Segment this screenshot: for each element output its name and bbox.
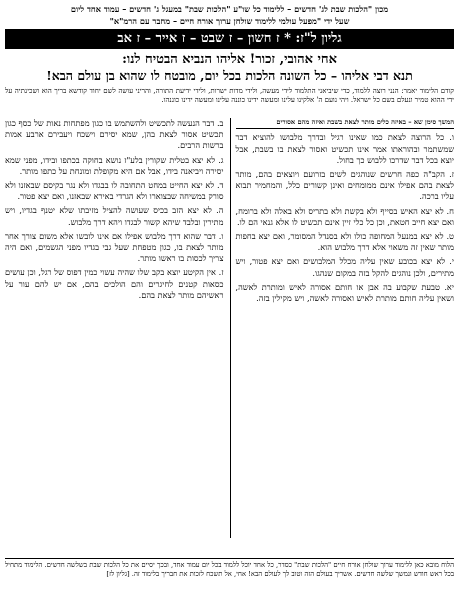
content-columns — [5, 118, 454, 538]
paragraph: ב. דבר הנעשה לתכשיט ולהשתמש בו כגון מפתחות נאות של כסף כגון תכשיט אסור לצאת בהן, שמא יסירם וישכח ויעבירם ארבע אמות ברשות הרבים. — [5, 118, 224, 151]
header-line-1: מכון "הלכות שבת לג' חדשים – ללימוד כל שו"ע "הלכות שבת" במעגל ג' חדשים – עמוד אחד ליום — [70, 4, 389, 14]
tagline: תנא דבי אליהו – כל השונה הלכות בכל יום, מובטח לו שהוא בן עולם הבא! — [46, 68, 413, 83]
paragraph: ז. הקב"ה כפה חרשים שנוהגים לשים בזרועם ויוצאים בהם, מותר לצאת בהם אפילו אינם ממומחים ואינן קשורים כלל, והמחמיר תבוא עליו ברכה. — [235, 169, 454, 202]
slogan: אחי אהובי, זכור! אליהו הנביא הבטיח לנו: — [122, 52, 337, 67]
paragraph: ט. לא יצא במנעל המחופה כולו ולא בסנדל המסומר, ואם יצא בחפות מותר שאין זה משאוי אלא דרך מלבוש הוא. — [235, 231, 454, 253]
paragraph: ז. אין הקיטע יוצא בקב שלו שהיה עשוי כמין דפוס של רגל, וכן עושים כסאות קטנים לחיגרים והם הולכים בהם, אם יש להם עור על ראשיהם מותר לצאת בהם. — [5, 267, 224, 300]
paragraph: ה. לא יצא הזב בכיס שעושה להציל מזיבתו שלא יטנף בגדיו, ויש מתירין ובלבד שיהא קשור לבגדו ויהא דרך מלבוש. — [5, 205, 224, 227]
header-line-2: שעל ידי "מפעל עולמי ללימוד שולחן ערוך אורח חיים – מחבר עם הרמ"א" — [109, 16, 350, 26]
paragraph: ו. דבר שהוא דרך מלבוש אפילו אם אינו לובשו אלא משום צורך אחר מותר לצאת בו, כגון מטפחת שעל גבי בגדיו מפני הגשמים, ואם היה צריך לכסות בו ראשו מותר. — [5, 230, 224, 264]
paragraph: ד. לא יצא החייט במחט התחובה לו בבגדו ולא נגר בקיסם שבאזנו ולא סורק במשיחה שבצוארו ולא הגרדי באירא שבאזנו, ואם יצא פטור. — [5, 180, 224, 202]
footer-note: הלוח מובא כאן ללימוד ערוך שולחן אורח חיים "הלכות שבת" כסדר, כל אחד יוכל ללמוד בכל יום עמוד אחד, ובכך יסיים את כל הלכות שבת בשלשה חדשים. הלימוד מתחיל בכל ראש חודש ונמשך שלשה חדשים. אשריך בעולם הזה וטוב לך לעולם הבא! אחי, אל תשכח לזכות את חבריך בלימוד זה. [גליון לז] — [5, 558, 454, 597]
paragraph: ג. לא יצא בטלית שקורין בלע"ז נושא בחוקה בכתפו ובידו, מפני שמא יסירה ויביאנה בידו, אבל אם היא מקופלת ומונחת על כתפו מותר. — [5, 154, 224, 176]
paragraph: ח. לא יצא האיש בסייף ולא בקשת ולא בתריס ולא באלה ולא ברומח, ואם יצא חייב חטאת, וכן כל כלי זיין אינם תכשיט לו אלא גנאי הם לו. — [235, 205, 454, 227]
paragraph: י. לא יצא בכובע שאין עליה מכלל המלבושים ואם יצא פטור, ויש מתירים, ולכן נוהגים להקל בזה במקום שנהגו. — [235, 256, 454, 278]
section-subhead: המשך סימן שא – באיזה כלים מותר לצאת בשבת ואיזה מהם אסורים — [236, 118, 455, 129]
issue-bar: גליון ל"ז: * ז חשון – ז שבט – ז אייר – ז אב — [5, 29, 454, 49]
right-column — [230, 118, 455, 538]
paragraph: יא. טבעת שקבוע בה אבן או חותם אסורה לאיש ומותרת לאשה, ושאין עליה חותם מותרת לאיש ואסורה לאשה, ויש מקילין בזה. — [235, 281, 454, 304]
left-column — [5, 118, 224, 538]
paragraph: ו. כל הרוצה לצאת כמו שאינו רגיל ובדרך מלבושו להוציא דבר שמשתמר ובהוראתו אמר אינו תכשיט ואסור לצאת בו בשבת, אבל יוצא בכל דבר שדרכו ללבוש כך בחול. — [235, 132, 454, 165]
study-intro-prayer: קודם הלימוד יאמר: הנני רוצה ללמוד, כדי שיביאני התלמוד לידי מעשה, ולידי מדות ישרות, ולידי ידיעת התורה, והריני עושה לשם יחוד קודשא בריך הוא ושכינתיה על ידי ההוא טמיר ונעלם בשם כל ישראל. ויהי נועם ה' אלקינו עלינו ומעשה ידינו כוננה עלינו ומעשה ידינו כוננהו. — [5, 87, 454, 104]
